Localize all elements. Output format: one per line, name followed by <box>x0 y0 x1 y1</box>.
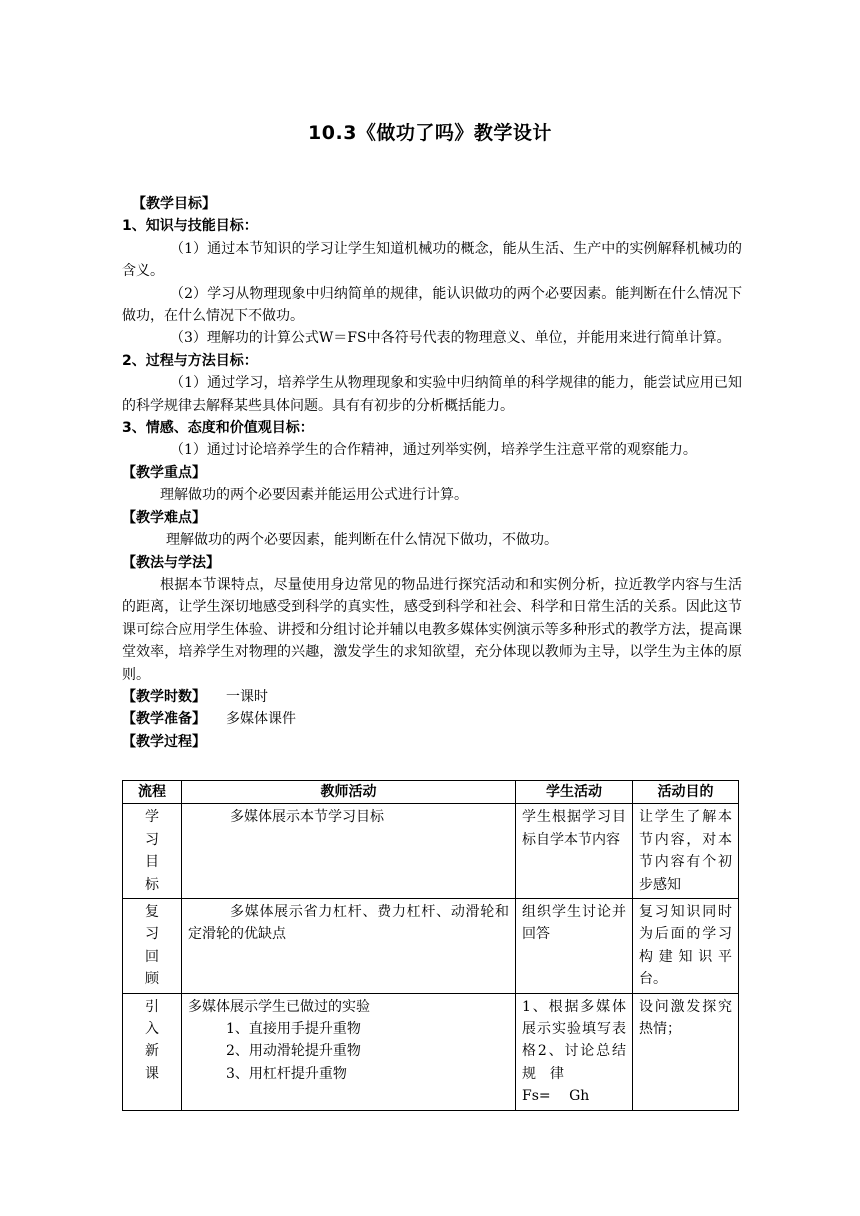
methods-text: 根据本节课特点，尽量使用身边常见的物品进行探究活动和和实例分析，拉近教学内容与生活的距离，让学生深切地感受到科学的真实性，感受到科学和社会、科学和日常生活的关系。因此这节课可综合应用学生体验、讲授和分组讨论并辅以电教多媒体实例演示等多种形式的教学方法，提高课堂效率，培养学生对物理的兴趣，激发学生的求知欲望，充分体现以教师为主导，以学生为主体的原则。 <box>122 576 742 683</box>
section-header-difficulties: 【教学难点】 <box>122 509 206 526</box>
hours-row <box>122 686 742 708</box>
experiment-item: 2、用动滑轮提升重物 <box>226 1043 361 1060</box>
flow-cell <box>123 899 182 994</box>
document-body <box>122 193 742 753</box>
flow-char: 学 <box>145 809 159 826</box>
student-activity-cell: 组织学生讨论并回答 <box>516 899 633 994</box>
section-header-goals: 【教学目标】 <box>132 196 216 212</box>
flow-cell <box>123 804 182 899</box>
hours-value: 一课时 <box>226 688 268 705</box>
student-activity-cell <box>516 993 640 1110</box>
prep-value: 多媒体课件 <box>226 711 296 728</box>
subsection-process: 2、过程与方法目标： <box>122 352 258 369</box>
emotion-item-1: （1）通过讨论培养学生的合作精神，通过列举实例，培养学生注意平常的观察能力。 <box>170 442 697 459</box>
flow-char: 目 <box>145 854 159 871</box>
table-row <box>123 899 739 994</box>
process-item-1: （1）通过学习，培养学生从物理现象和实验中归纳简单的科学规律的能力，能尝试应用已知的科学规律去解释某些具体问题。具有有初步的分析概括能力。 <box>122 375 742 414</box>
key-points-text: 理解做功的两个必要因素并能运用公式进行计算。 <box>160 487 468 504</box>
teacher-activity-text: 多媒体展示本节学习目标 <box>230 809 384 826</box>
teacher-activity-cell <box>182 804 516 899</box>
flow-cell <box>123 993 182 1110</box>
column-header-flow: 流程 <box>123 781 182 804</box>
flow-char: 习 <box>145 926 159 943</box>
knowledge-item-1: （1）通过本节知识的学习让学生知道机械功的概念，能从生活、生产中的实例解释机械功的含义。 <box>122 240 742 280</box>
formula-text: Fs= Gh <box>522 1088 590 1105</box>
purpose-cell: 设问激发探究热情； <box>633 993 739 1110</box>
flow-char: 引 <box>145 998 159 1015</box>
experiment-item: 1、直接用手提升重物 <box>226 1021 361 1038</box>
prep-row <box>122 708 742 730</box>
procedure-table <box>122 780 739 1111</box>
table-header-row <box>123 781 739 804</box>
hours-header: 【教学时数】 <box>122 688 206 705</box>
experiment-item: 3、用杠杆提升重物 <box>226 1065 347 1082</box>
knowledge-item-2: （2）学习从物理现象中归纳简单的规律，能认识做功的两个必要因素。能判断在什么情况下做功，在什么情况下不做功。 <box>122 285 742 325</box>
student-activity-text: 1、根据多媒体展示实验填写表格2、讨论总结 规 律 <box>522 998 640 1082</box>
flow-char: 回 <box>145 948 159 965</box>
knowledge-item-3: （3）理解功的计算公式W＝FS中各符号代表的物理意义、单位，并能用来进行简单计算。 <box>170 330 731 347</box>
teacher-activity-cell <box>182 993 516 1110</box>
flow-char: 顾 <box>145 971 159 988</box>
document-title: 10.3《做功了吗》教学设计 <box>308 122 552 144</box>
difficulties-text: 理解做功的两个必要因素，能判断在什么情况下做功，不做功。 <box>166 532 558 549</box>
table-row <box>123 804 739 899</box>
section-header-procedure: 【教学过程】 <box>122 733 206 750</box>
flow-char: 入 <box>145 1021 159 1038</box>
subsection-knowledge: 1、知识与技能目标： <box>122 218 258 235</box>
teacher-activity-cell <box>182 899 516 994</box>
student-activity-cell: 学生根据学习目标自学本节内容 <box>516 804 633 899</box>
teacher-activity-text: 多媒体展示省力杠杆、费力杠杆、动滑轮和定滑轮的优缺点 <box>188 904 509 943</box>
purpose-cell: 复习知识同时为后面的学习构建知识平台。 <box>633 899 739 994</box>
flow-char: 习 <box>145 831 159 848</box>
prep-header: 【教学准备】 <box>122 711 206 728</box>
column-header-purpose: 活动目的 <box>633 781 739 804</box>
table-row <box>123 993 739 1110</box>
column-header-teacher: 教师活动 <box>182 781 516 804</box>
teacher-activity-text: 多媒体展示学生已做过的实验 <box>188 998 370 1015</box>
column-header-student: 学生活动 <box>516 781 633 804</box>
flow-char: 复 <box>145 904 159 921</box>
flow-char: 新 <box>145 1043 159 1060</box>
flow-char: 课 <box>145 1065 159 1082</box>
section-header-key-points: 【教学重点】 <box>122 464 206 481</box>
subsection-emotion: 3、情感、态度和价值观目标： <box>122 420 314 437</box>
purpose-cell: 让学生了解本节内容，对本节内容有个初步感知 <box>633 804 739 899</box>
section-header-methods: 【教法与学法】 <box>122 554 220 571</box>
flow-char: 标 <box>145 876 159 893</box>
